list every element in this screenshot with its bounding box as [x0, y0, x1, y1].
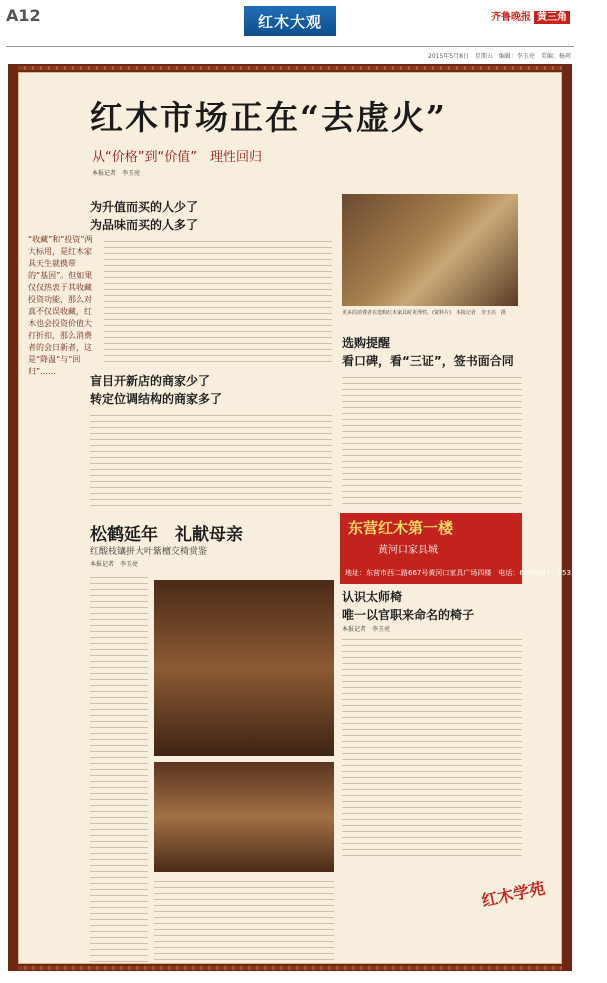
feature-body-text-2: [154, 876, 334, 962]
feature-body-text: [90, 572, 148, 962]
article-body-text-2: [90, 410, 332, 506]
master-kicker: 认识太师椅: [342, 590, 403, 604]
kicker-1-line-1: 为升值而买的人少了: [90, 200, 199, 214]
top-border-pattern: [18, 66, 562, 70]
kicker-1-line-2: 为品味而买的人多了: [90, 218, 199, 232]
page-number: A12: [6, 6, 41, 25]
article-subhead: 从“价格”到“价值” 理性回归: [92, 150, 262, 165]
dateline: 2015年5月8日 星期五 编辑：李玉亮 美编：杨珂: [428, 53, 571, 60]
article-headline: 红木市场正在“去虚火”: [90, 98, 447, 137]
hongmu-academy-logo: 红木学苑: [479, 878, 547, 910]
master-body-text: [342, 634, 522, 856]
master-title: 唯一以官职来命名的椅子: [342, 608, 475, 622]
armchair-photo: [154, 580, 334, 756]
feature-title: 松鹤延年 礼献母亲: [90, 525, 243, 545]
chair-carving-photo: [154, 762, 334, 872]
sidebar-quote: “收藏”和“投资”两大标用，是红木家具天生就携带的“基因”。但如果仅仅热衷于其收藏投资功能，那么对真不仅误收藏，红木也会投资价值大打折扣，那么消费者的会日新者，这是“降温”与“回归”……: [28, 235, 93, 376]
ad-contact: 地址：东营市西二路667号黄河口家具广场四楼 电话：6066241 15315033366: [345, 569, 607, 577]
tips-headline: 看口碑，看“三证”，签书面合同: [342, 354, 514, 368]
photo-caption: 更多的消费者在选购红木家具时更理性。(资料片) 本报记者 李玉亮 摄: [342, 310, 506, 316]
tips-body-text: [342, 372, 522, 508]
masthead-name: 齐鲁晚报: [491, 12, 531, 23]
feature-subtitle: 红酸枝镶拼大叶紫檀交椅赏鉴: [90, 547, 208, 557]
masthead: [491, 8, 570, 23]
showroom-photo: [342, 194, 518, 306]
kicker-2-line-1: 盲目开新店的商家少了: [90, 374, 211, 388]
kicker-2-line-2: 转定位调结构的商家多了: [90, 392, 223, 406]
bottom-border-pattern: [18, 966, 562, 970]
header-divider: [6, 46, 574, 47]
tips-kicker: 选购提醒: [342, 336, 391, 350]
article-byline: 本报记者 李玉亮: [92, 170, 141, 177]
masthead-tag: 黄三角: [534, 11, 570, 24]
master-byline: 本报记者 李玉亮: [342, 626, 391, 633]
ad-title: 东营红木第一楼: [348, 519, 454, 537]
section-banner: 红木大观: [244, 6, 336, 36]
article-body-text-1: [104, 236, 332, 366]
feature-byline: 本报记者 李玉亮: [90, 561, 139, 568]
ad-subtitle: 黄河口家具城: [378, 545, 438, 556]
